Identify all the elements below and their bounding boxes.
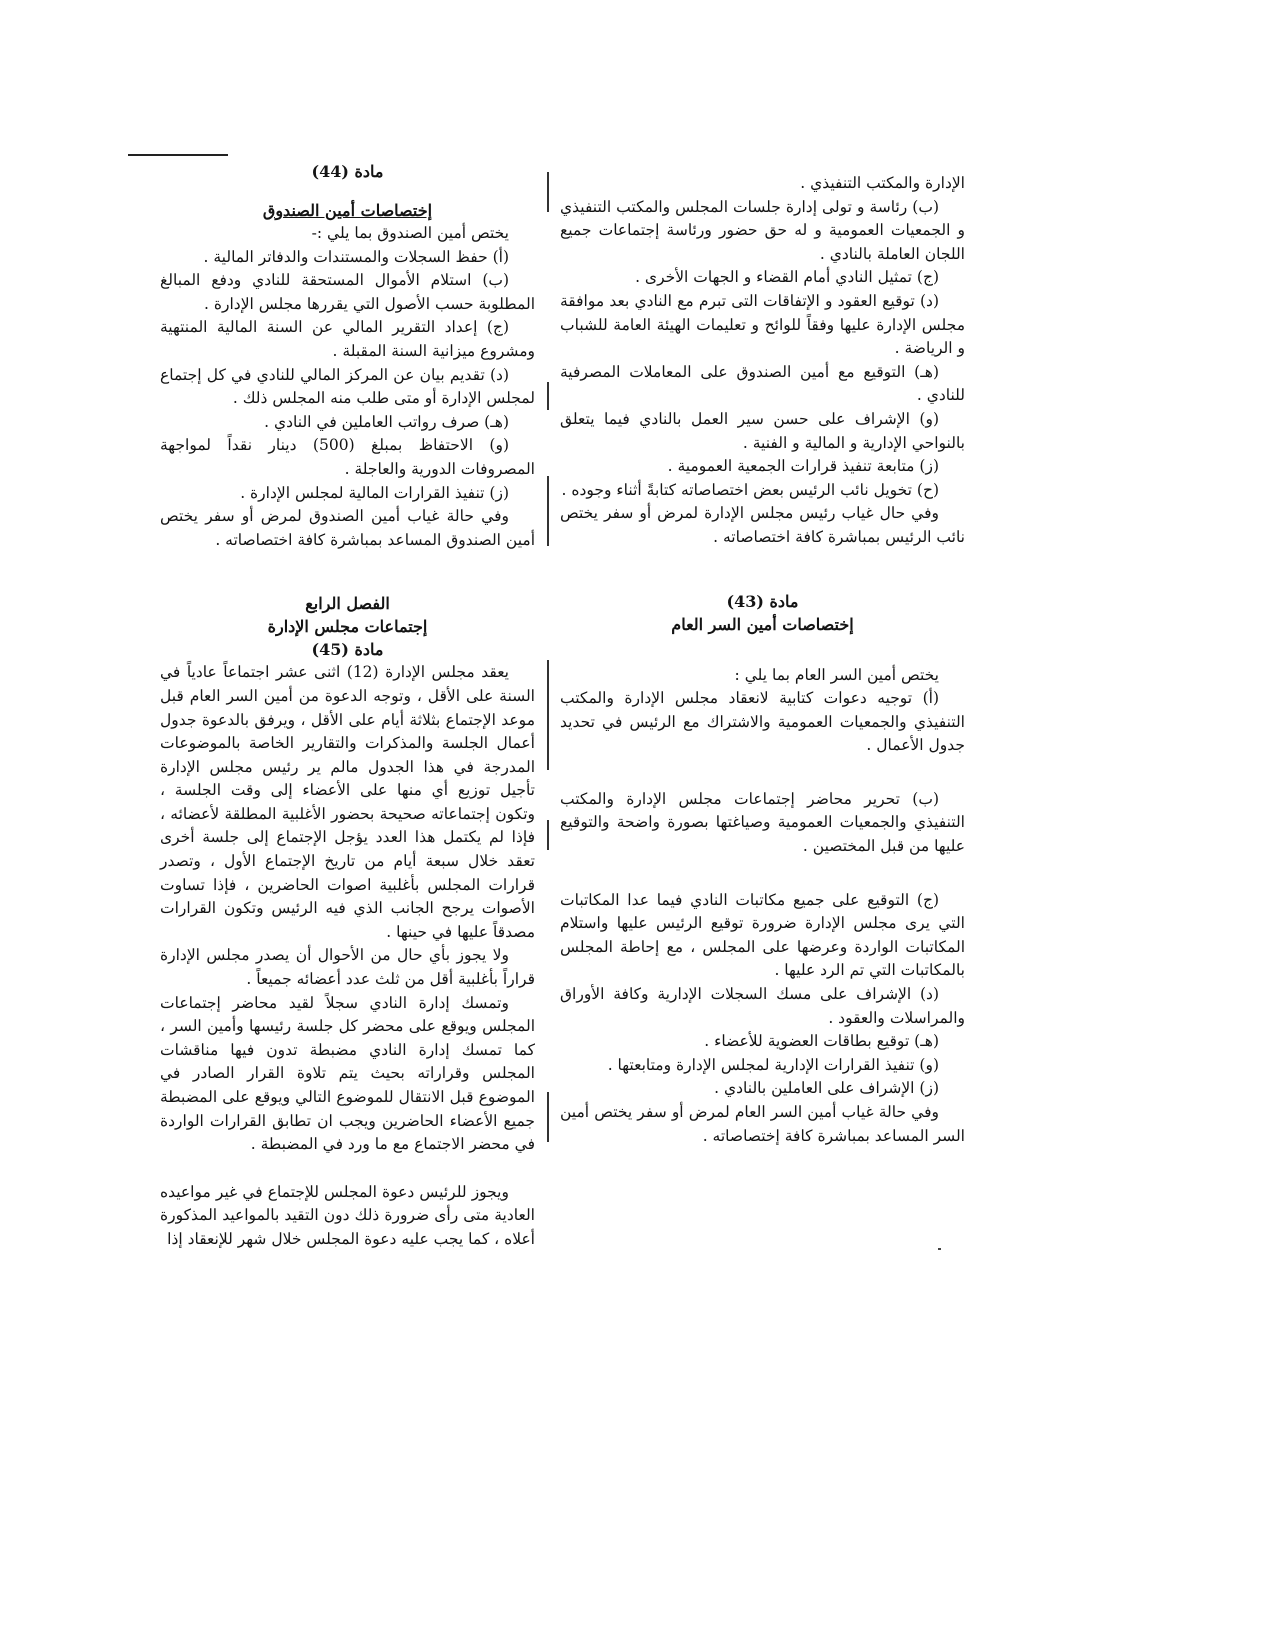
list-item: (د) توقيع العقود و الإتفاقات التى تبرم مع النادي بعد موافقة مجلس الإدارة عليها وفقاً للوائح و تعليمات الهيئة العامة للشباب و الرياضة . [560,291,965,358]
list-item: (د) تقديم بيان عن المركز المالي للنادي في كل إجتماع لمجلس الإدارة أو متى طلب منه المجلس ذلك . [160,365,535,408]
list-item: (ز) تنفيذ القرارات المالية لمجلس الإدارة . [240,483,509,502]
paragraph: يعقد مجلس الإدارة (12) اثنى عشر اجتماعاً عادياً في السنة على الأقل ، وتوجه الدعوة من أمين السر العام قبل موعد الإجتماع بثلاثة أيام على الأقل ، ويرفق بالدعوة جدول أعمال الجلسة والمذكرات والتقارير الخاصة بالموضوعات المدرجة في هذا الجدول مالم ير رئيس مجلس الإدارة تأجيل توزيع أي منها على الأعضاء إلى وقت الجلسة ، وتكون إجتماعاته صحيحة بحضور الأغلبية المطلقة لأعضائه ، فإذا لم يكتمل هذا العدد يؤجل الإجتماع إلى جلسة أخرى تعقد خلال سبعة أيام من تاريخ الإجتماع الأول ، وتصدر قرارات المجلس بأغلبية اصوات الحاضرين ، فإذا تساوت الأصوات يرجح الجانب الذي فيه الرئيس وتكون القرارات مصدقاً عليها في حينها . [160,663,535,941]
list-item: (ز) متابعة تنفيذ قرارات الجمعية العمومية . [667,457,939,476]
list-item: (ج) تمثيل النادي أمام القضاء و الجهات الأخرى . [635,268,939,287]
list-item: (هـ) التوقيع مع أمين الصندوق على المعاملات المصرفية للنادي . [560,362,965,405]
article-44-title: مادة (44) [311,162,384,181]
list-item: (هـ) صرف رواتب العاملين في النادي . [264,412,509,431]
list-item: (د) الإشراف على مسك السجلات الإدارية وكافة الأوراق والمراسلات والعقود . [560,985,965,1027]
list-item: (أ) توجيه دعوات كتابية لانعقاد مجلس الإدارة والمكتب التنفيذي والجمعيات العمومية والاشتراك مع الرئيس في تحديد جدول الأعمال . [560,689,965,755]
list-item: (أ) حفظ السجلات والمستندات والدفاتر المالية . [203,247,509,266]
paragraph: يختص أمين الصندوق بما يلي :- [311,224,509,242]
paragraph: يختص أمين السر العام بما يلي : [734,665,939,684]
list-item: (و) تنفيذ القرارات الإدارية لمجلس الإدارة ومتابعتها . [607,1055,939,1074]
list-item: (هـ) توقيع بطاقات العضوية للأعضاء . [704,1032,939,1051]
scan-mark [938,1248,941,1250]
list-item: (ب) تحرير محاضر إجتماعات مجلس الإدارة والمكتب التنفيذي والجمعيات العمومية وصياغتها بصورة واضحة والتوقيع عليها من قبل المختصين . [560,789,965,856]
list-item: (ح) تخويل نائب الرئيس بعض اختصاصاته كتابةً أثناء وجوده . [561,480,939,499]
chapter-subtitle: إجتماعات مجلس الإدارة [267,617,428,637]
paragraph: ولا يجوز بأي حال من الأحوال أن يصدر مجلس الإدارة قراراً بأغلبية أقل من ثلث عدد أعضائه جميعاً . [160,946,535,989]
text-line: الإدارة والمكتب التنفيذي . [800,174,965,192]
list-item: (ب) رئاسة و تولى إدارة جلسات المجلس والمكتب التنفيذي و الجمعيات العمومية و له حق حضور ورئاسة إجتماعات جميع اللجان العاملة بالنادي . [560,197,965,263]
right-column [560,172,965,1148]
column-divider [547,476,549,546]
left-column [160,160,535,1252]
article-45-title: مادة (45) [311,640,384,660]
paragraph: وتمسك إدارة النادي سجلاً لقيد محاضر إجتماعات المجلس ويوقع على محضر كل جلسة رئيسها وأمين السر ، كما تمسك إدارة النادي مضبطة تدون فيها مناقشات المجلس وقراراته بحيث يتم تلاوة القرار الصادر في الموضوع قبل الانتقال للموضوع التالي ويوقع على المضبطة جميع الأعضاء الحاضرين ويجب ان تطابق القرارات الواردة في محضر الاجتماع مع ما ورد في المضبطة . [160,993,535,1154]
list-item: (ج) إعداد التقرير المالي عن السنة المالية المنتهية ومشروع ميزانية السنة المقبلة . [160,318,535,360]
column-divider [547,1092,549,1142]
article-44-subtitle: إختصاصات أمين الصندوق [262,201,433,220]
column-divider [547,172,549,212]
list-item: (ج) التوقيع على جميع مكاتبات النادي فيما عدا المكاتبات التي يرى مجلس الإدارة ضرورة توقيع الرئيس عليها واستلام المكاتبات الواردة وعرضها على المجلس ، مع إحاطة المجلس بالمكاتبات التي تم الرد عليها . [560,890,965,980]
list-item: (و) الإشراف على حسن سير العمل بالنادي فيما يتعلق بالنواحي الإدارية و المالية و الفنية . [560,409,965,452]
list-item: (ز) الإشراف على العاملين بالنادي . [714,1079,939,1098]
chapter-title: الفصل الرابع [305,594,390,614]
top-left-rule [128,154,228,156]
paragraph: ويجوز للرئيس دعوة المجلس للإجتماع في غير مواعيده العادية متى رأى ضرورة ذلك دون التقيد بالمواعيد المذكورة أعلاه ، كما يجب عليه دعوة المجلس خلال شهر للإنعقاد إذا [160,1182,535,1248]
column-divider [547,820,549,850]
paragraph: وفي حال غياب رئيس مجلس الإدارة لمرض أو سفر يختص نائب الرئيس بمباشرة كافة اختصاصاته . [560,504,965,546]
column-divider [547,660,549,770]
paragraph: وفي حالة غياب أمين الصندوق لمرض أو سفر يختص أمين الصندوق المساعد بمباشرة كافة اختصاصاته . [160,507,535,549]
paragraph: وفي حالة غياب أمين السر العام لمرض أو سفر يختص أمين السر المساعد بمباشرة كافة إختصاصاته . [560,1103,965,1145]
article-43-title: مادة (43) [726,591,799,611]
column-divider [547,382,549,410]
list-item: (و) الاحتفاظ بمبلغ (500) دينار نقداً لمواجهة المصروفات الدورية والعاجلة . [160,436,535,478]
list-item: (ب) استلام الأموال المستحقة للنادي ودفع المبالغ المطلوبة حسب الأصول التي يقررها مجلس الإدارة . [160,271,535,313]
article-43-subtitle: إختصاصات أمين السر العام [671,614,854,634]
